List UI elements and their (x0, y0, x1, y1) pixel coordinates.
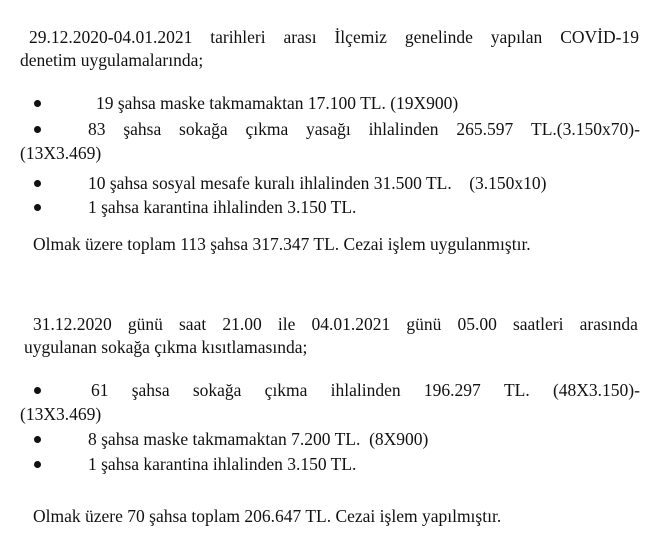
bullet-icon (34, 204, 41, 211)
section1-intro-line1 (29, 26, 639, 48)
section1-summary: Olmak üzere toplam 113 şahsa 317.347 TL. Cezai işlem uygulanmıştır. (33, 234, 531, 254)
bullet-icon (34, 387, 41, 394)
word: şahsa (131, 380, 170, 400)
word: şahsa (123, 119, 162, 139)
word: sokağa (192, 380, 242, 400)
section2-item-1-continuation: (13X3.469) (20, 404, 102, 424)
section1-item-4: 1 şahsa karantina ihlalinden 3.150 TL. (88, 197, 357, 217)
word: saat (179, 314, 207, 334)
word: çıkma (245, 119, 289, 139)
word: 05.00 (457, 314, 497, 334)
word: yasağı (306, 119, 351, 139)
section2-intro-line2: uygulanan sokağa çıkma kısıtlamasında; (24, 337, 308, 357)
word: (48X3.150)- (552, 380, 640, 400)
word: ihlalinden (330, 380, 401, 400)
word: İlçemiz (334, 27, 387, 47)
section1-item-2-continuation: (13X3.469) (20, 143, 102, 163)
word: ihlalinden (368, 119, 439, 139)
word: ile (277, 314, 296, 334)
word: yapılan (490, 27, 543, 47)
word: genelinde (404, 27, 473, 47)
section2-summary: Olmak üzere 70 şahsa toplam 206.647 TL. Cezai işlem yapılmıştır. (33, 506, 502, 526)
word: 265.597 (456, 119, 514, 139)
section1-item-2 (88, 118, 640, 140)
bullet-icon (34, 126, 41, 133)
section1-item-1: 19 şahsa maske takmamaktan 17.100 TL. (19X900) (96, 93, 459, 113)
word: sokağa (179, 119, 228, 139)
word: COVİD-19 (560, 27, 639, 47)
word: 31.12.2020 (33, 314, 112, 334)
bullet-icon (34, 436, 41, 443)
word: saatleri (512, 314, 564, 334)
word: 196.297 (423, 380, 481, 400)
section2-item-3: 1 şahsa karantina ihlalinden 3.150 TL. (88, 454, 357, 474)
word: 83 (88, 119, 106, 139)
bullet-icon (34, 180, 41, 187)
section1-item-3: 10 şahsa sosyal mesafe kuralı ihlalinden 31.500 TL. (3.150x10) (88, 173, 547, 193)
section2-item-1 (91, 379, 640, 401)
word: tarihleri (210, 27, 266, 47)
bullet-icon (34, 100, 41, 107)
section2-intro-line1 (33, 313, 638, 335)
word: 21.00 (222, 314, 262, 334)
word: arasında (579, 314, 638, 334)
word: 61 (91, 380, 109, 400)
word: arası (283, 27, 317, 47)
word: günü (127, 314, 163, 334)
word: günü (406, 314, 442, 334)
word: TL. (503, 380, 530, 400)
bullet-icon (34, 461, 41, 468)
word: TL.(3.150x70)- (531, 119, 640, 139)
word: 29.12.2020-04.01.2021 (29, 27, 193, 47)
word: çıkma (264, 380, 308, 400)
word: 04.01.2021 (311, 314, 391, 334)
section2-item-2: 8 şahsa maske takmamaktan 7.200 TL. (8X900) (88, 429, 429, 449)
section1-intro-line2: denetim uygulamalarında; (20, 50, 204, 70)
